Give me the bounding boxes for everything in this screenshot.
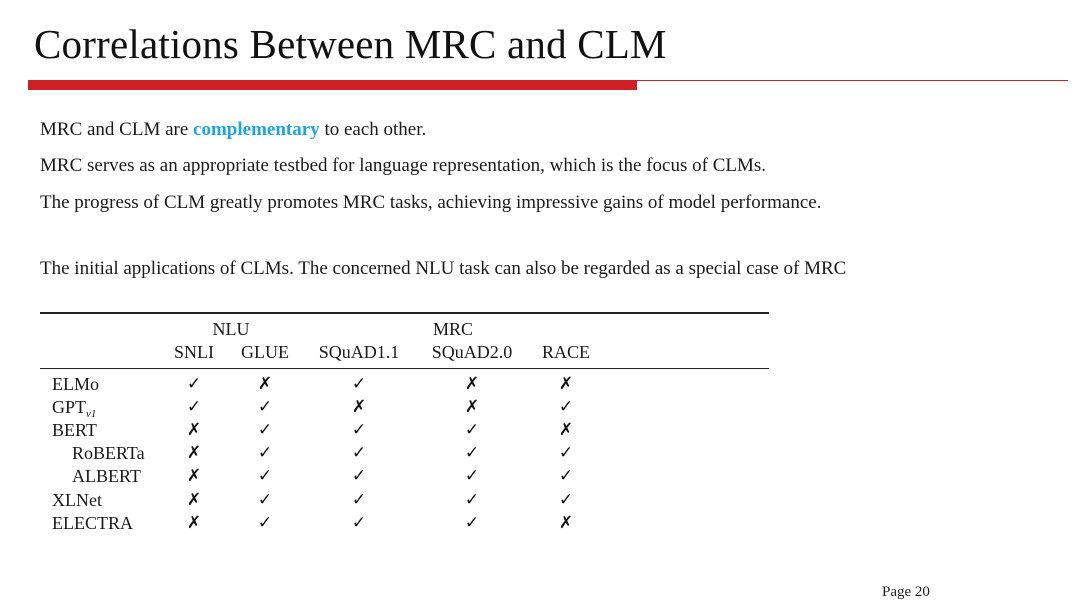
line1-suffix: to each other. [319,119,427,140]
cross-mark-icon: ✗ [464,397,480,418]
cross-mark-icon: ✗ [257,374,273,394]
title-accent-bar [28,80,637,90]
cross-mark-icon: ✗ [558,420,574,441]
bullet-line-complementary [40,118,426,142]
check-mark-icon: ✓ [464,466,480,487]
check-mark-icon: ✓ [558,443,574,464]
check-mark-icon: ✓ [351,512,367,533]
group-header-mrc: MRC [432,319,474,339]
check-mark-icon: ✓ [351,466,367,487]
model-name: RoBERTa [72,443,145,464]
cross-mark-icon: ✗ [186,512,202,533]
table-top-rule [40,312,769,314]
model-name: ALBERT [72,466,141,487]
check-mark-icon: ✓ [464,443,480,464]
check-mark-icon: ✓ [351,489,367,510]
row-label-albert [72,465,141,487]
bullet-line-initial-applications: The initial applications of CLMs. The concerned NLU task can also be regarded as a special case of MRC [40,258,847,279]
bullet-line-testbed: MRC serves as an appropriate testbed for language representation, which is the focus of CLMs. [40,155,767,176]
cross-mark-icon: ✗ [558,374,574,394]
cross-mark-icon: ✗ [558,512,574,533]
cross-mark-icon: ✗ [186,420,202,441]
check-mark-icon: ✓ [186,397,202,418]
row-label-electra [52,512,133,534]
row-label-xlnet [52,489,102,511]
column-header-race: RACE [541,342,591,362]
check-mark-icon: ✓ [257,443,273,464]
check-mark-icon: ✓ [558,489,574,510]
check-mark-icon: ✓ [257,420,273,441]
check-mark-icon: ✓ [257,512,273,533]
check-mark-icon: ✓ [186,374,202,394]
column-header-squad11: SQuAD1.1 [318,342,400,362]
model-name: GPT [52,397,87,418]
cross-mark-icon: ✗ [464,374,480,394]
group-header-nlu: NLU [212,319,250,339]
table-header-rule [40,368,769,369]
cross-mark-icon: ✗ [186,443,202,464]
check-mark-icon: ✓ [257,466,273,487]
model-version-subscript: v1 [86,408,97,421]
row-label-elmo [52,373,99,395]
cross-mark-icon: ✗ [186,489,202,510]
highlight-complementary: complementary [193,119,320,140]
model-name: XLNet [52,489,102,510]
column-header-snli: SNLI [174,342,214,362]
cross-mark-icon: ✗ [351,397,367,418]
check-mark-icon: ✓ [558,466,574,487]
column-header-squad20: SQuAD2.0 [431,342,513,362]
model-name: ELECTRA [52,512,133,533]
check-mark-icon: ✓ [351,374,367,394]
slide-title: Correlations Between MRC and CLM [34,21,667,67]
check-mark-icon: ✓ [257,397,273,418]
model-name: BERT [52,420,97,441]
model-name: ELMo [52,374,99,394]
row-label-roberta [72,442,145,464]
check-mark-icon: ✓ [351,443,367,464]
row-label-gpt [52,396,96,421]
check-mark-icon: ✓ [464,489,480,510]
check-mark-icon: ✓ [464,512,480,533]
row-label-bert [52,419,97,441]
line1-prefix: MRC and CLM are [40,119,194,140]
bullet-line-progress: The progress of CLM greatly promotes MRC tasks, achieving impressive gains of model performance. [40,192,822,213]
check-mark-icon: ✓ [351,420,367,441]
cross-mark-icon: ✗ [186,466,202,487]
check-mark-icon: ✓ [257,489,273,510]
check-mark-icon: ✓ [464,420,480,441]
check-mark-icon: ✓ [558,397,574,418]
page-number: Page 20 [882,584,930,600]
column-header-glue: GLUE [241,342,289,362]
